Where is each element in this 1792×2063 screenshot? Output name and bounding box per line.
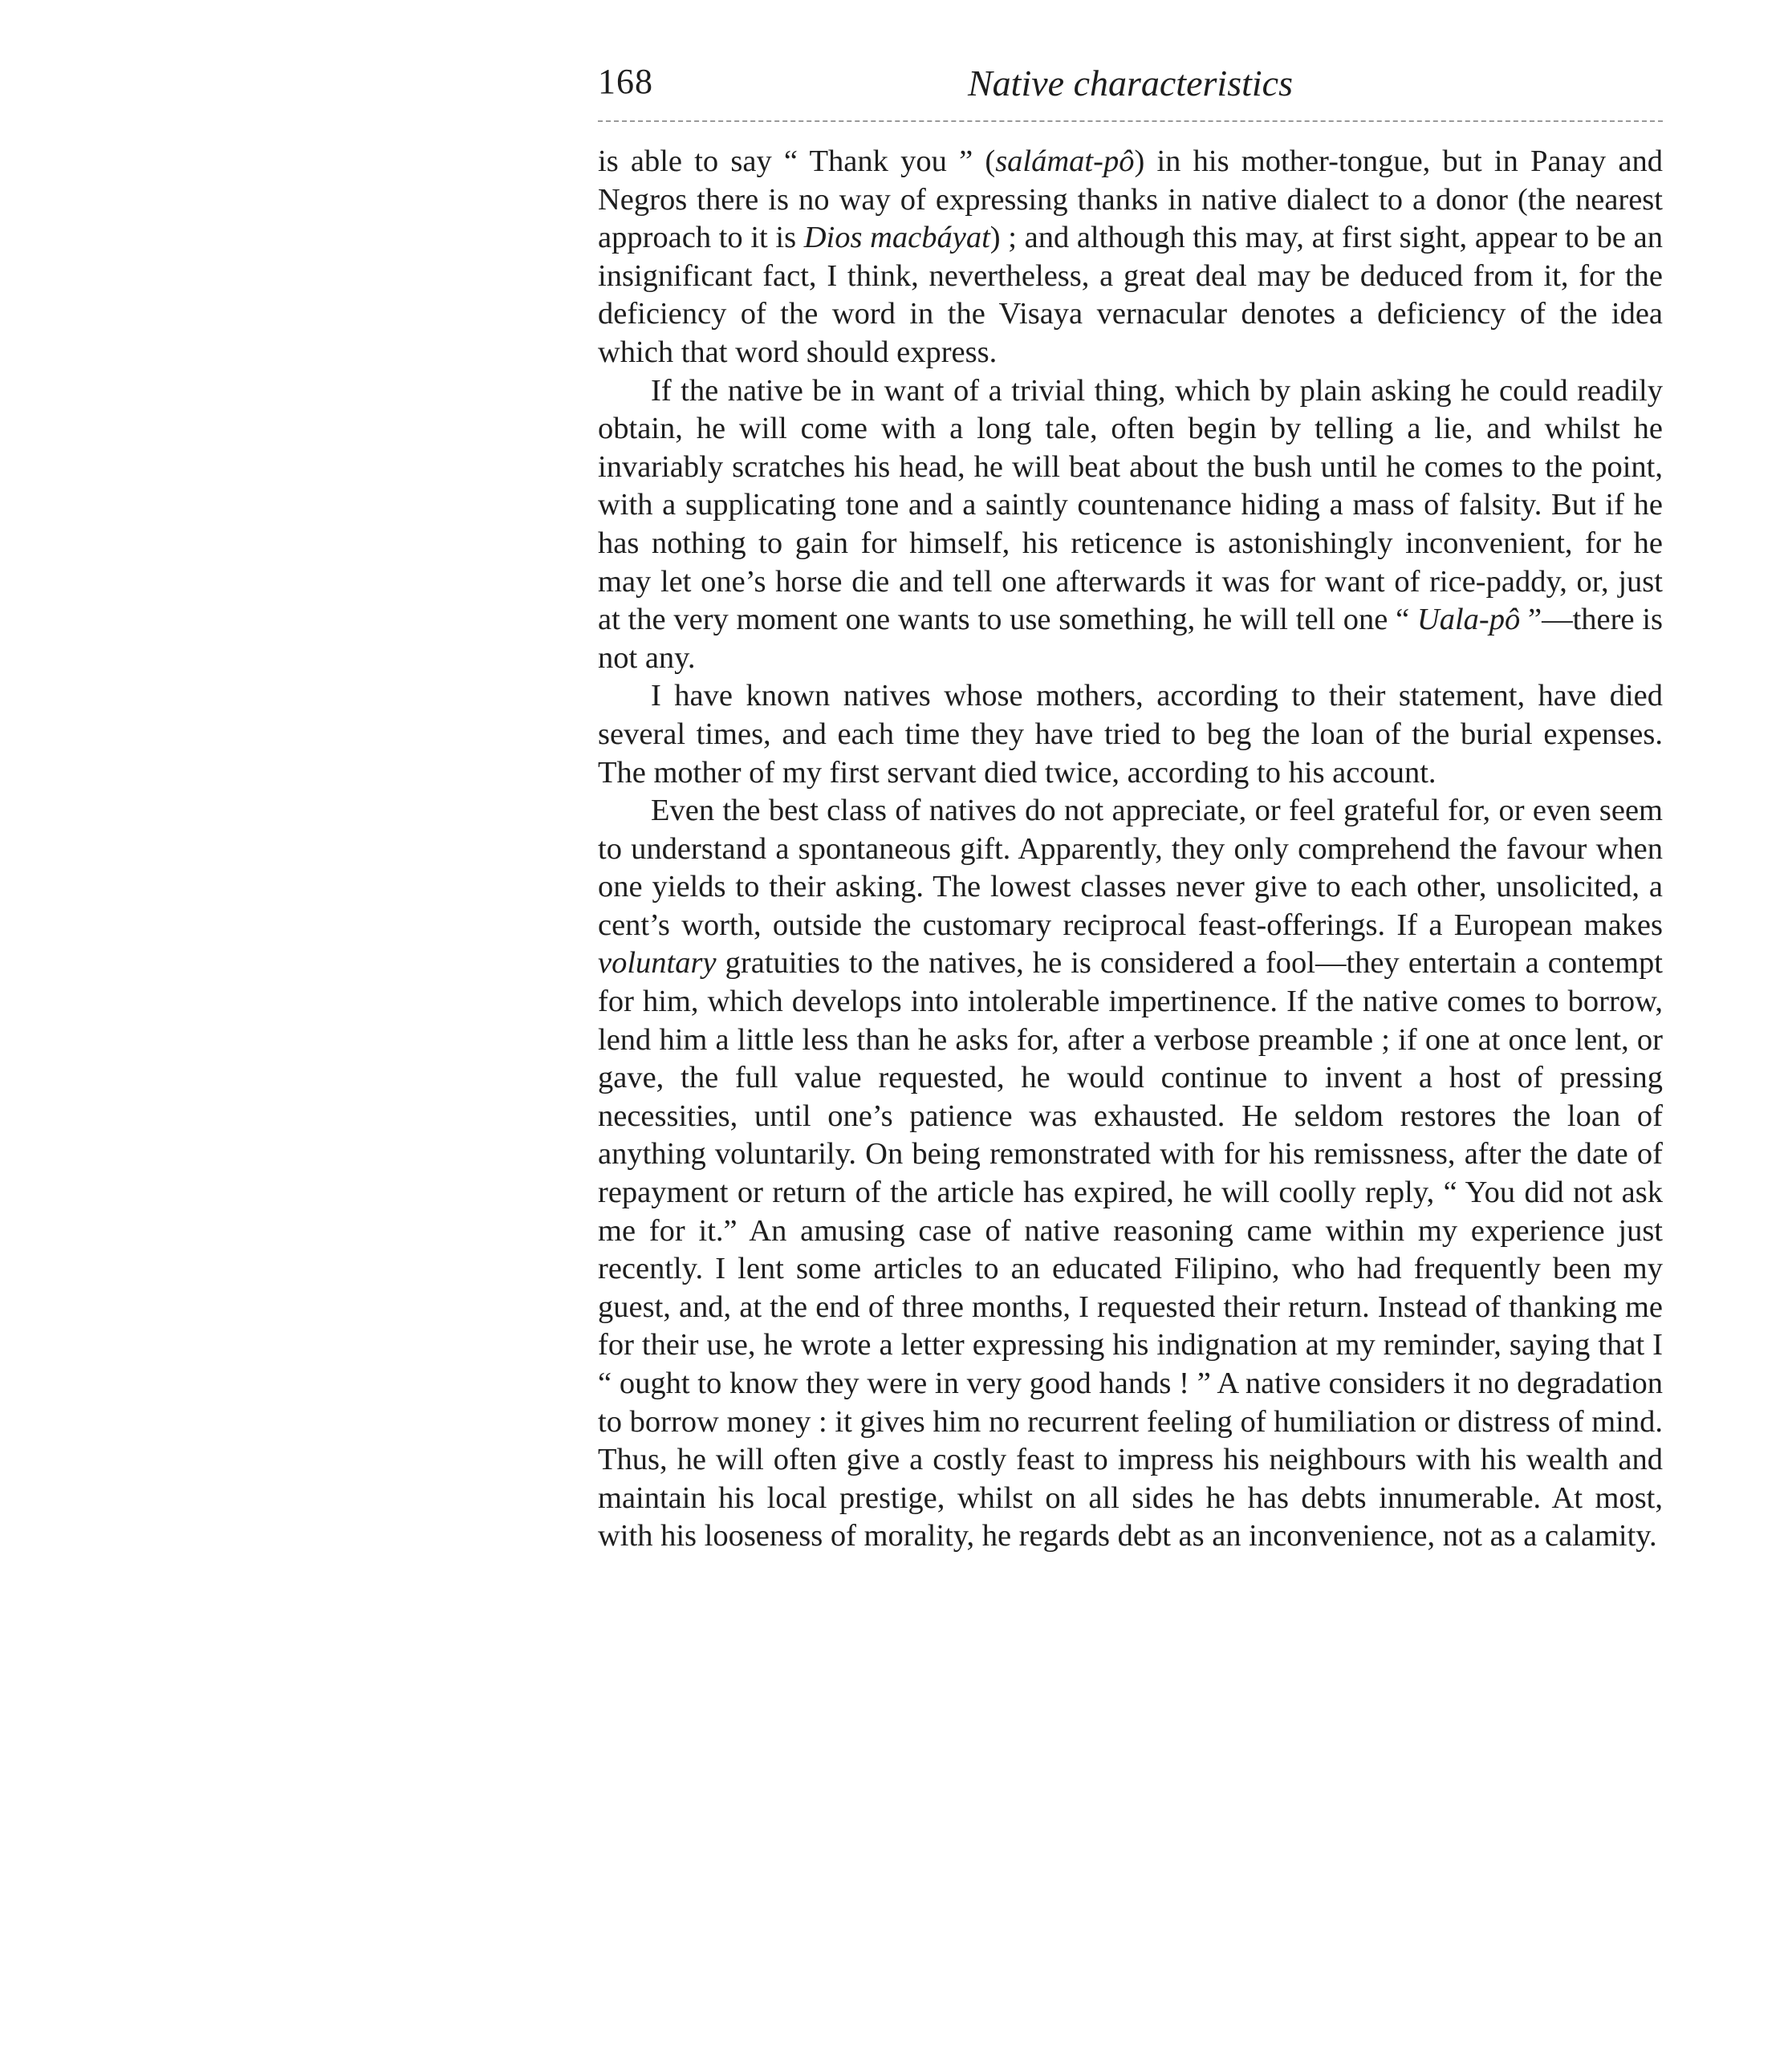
text-run: ”—there is not any. [598,603,1663,675]
header-rule [598,120,1663,122]
body-text [598,143,1663,1556]
paragraph [598,792,1663,1556]
text-run: ) ; and although this may, at first sight, appear to be an insignificant fact, I think, nevertheless, a great deal may be deduced from it, for the deficiency of the word in the Visaya vernacular denotes a deficiency of the idea which that word should express. [598,221,1663,369]
italic-term: Dios macbáyat [803,221,990,255]
paragraph [598,677,1663,792]
text-run: I have known natives whose mothers, according to their statement, have died several times, and each time they have tried to beg the loan of the burial expenses. The mother of my first servant died twice, according to his account. [598,679,1663,790]
paragraph [598,372,1663,678]
text-run: is able to say “ Thank you ” ( [598,144,996,178]
italic-term: salámat-pô [995,144,1135,178]
running-title: Native characteristics [968,63,1293,104]
text-run: gratuities to the natives, he is considered a fool—they entertain a contempt for him, which develops into intolerable impertinence. If the native comes to borrow, lend him a little less than he asks for, after a verbose preamble ; if one at once lent, or gave, the full value requested, he would continue to invent a host of pressing necessities, until one’s patience was exhausted. He seldom restores the loan of anything voluntarily. On being remonstrated with for his remissness, after the date of repayment or return of the article has expired, he will coolly reply, “ You did not ask me for it.” An amusing case of native reasoning came within my experience just recently. I lent some articles to an educated Filipino, who had frequently been my guest, and, at the end of three months, I requested their return. Instead of thanking me for their use, he wrote a letter expressing his indignation at my reminder, saying that I “ ought to know they were in very good hands ! ” A native considers it no degradation to borrow money : it gives him no recurrent feeling of humiliation or distress of mind. Thus, he will often give a costly feast to impress his neighbours with his wealth and maintain his local prestige, whilst on all sides he has debts innumerable. At most, with his looseness of morality, he regards debt as an inconvenience, not as a calamity. [598,946,1663,1553]
paragraph [598,143,1663,372]
running-head [598,58,1663,114]
italic-term: Uala-pô [1416,603,1521,637]
text-run: Even the best class of natives do not appreciate, or feel grateful for, or even seem to understand a spontaneous gift. Apparently, they only comprehend the favour when one yields to their asking. The lowest classes never give to each other, unsolicited, a cent’s worth, outside the customary reciprocal feast-offerings. If a European makes [598,794,1663,942]
text-run: If the native be in want of a trivial thing, which by plain asking he could readily obtain, he will come with a long tale, often begin by telling a lie, and whilst he invariably scratches his head, he will beat about the bush until he comes to the point, with a supplicating tone and a saintly countenance hiding a mass of falsity. But if he has nothing to gain for himself, his reticence is astonishingly inconvenient, for he may let one’s horse die and tell one afterwards it was for want of rice-paddy, or, just at the very moment one wants to use something, he will tell one “ [598,373,1663,637]
page-number: 168 [598,62,653,101]
text-run: ) in his mother-tongue, but in Panay and Negros there is no way of expressing thanks in native dialect to a donor (the nearest approach to it is [598,144,1663,255]
italic-term: voluntary [598,946,717,981]
